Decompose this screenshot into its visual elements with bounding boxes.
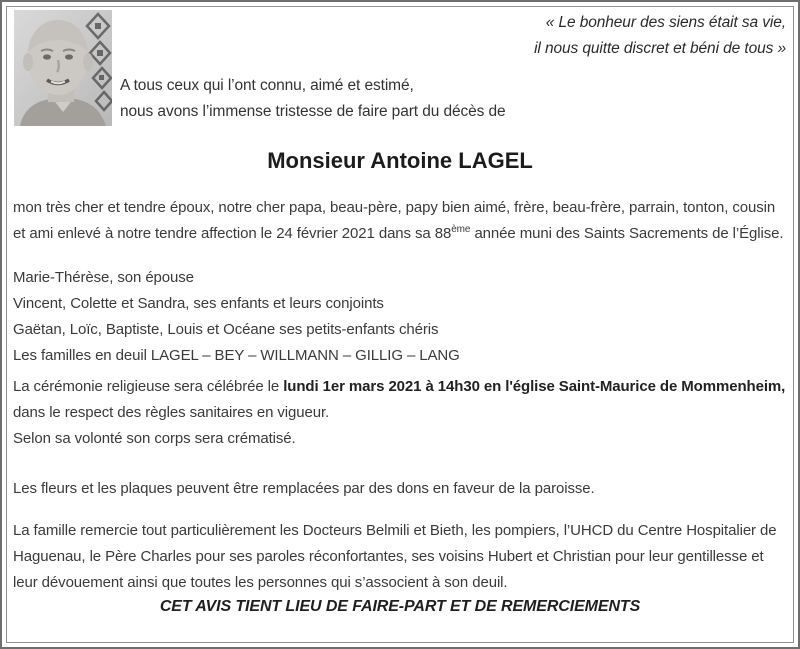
cremation-line: Selon sa volonté son corps sera crématisé.: [13, 430, 296, 447]
family-line-families: Les familles en deuil LAGEL – BEY – WILLMANN – GILLIG – LANG: [13, 347, 460, 364]
ordinal-superscript: ème: [451, 224, 471, 235]
memorial-quote-line1: « Le bonheur des siens était sa vie,: [545, 14, 786, 31]
ceremony-text-end: dans le respect des règles sanitaires en vigueur.: [13, 404, 330, 421]
notice-inner-frame: [6, 6, 794, 643]
donations-paragraph: Les fleurs et les plaques peuvent être remplacées par des dons en faveur de la paroisse.: [13, 480, 595, 497]
family-list: [13, 265, 787, 369]
footer-notice-line: CET AVIS TIENT LIEU DE FAIRE-PART ET DE REMERCIEMENTS: [159, 598, 641, 615]
memorial-quote-line2: il nous quitte discret et béni de tous »: [534, 40, 786, 57]
ceremony-paragraph: [13, 374, 787, 426]
thanks-paragraph: La famille remercie tout particulièrement les Docteurs Belmili et Bieth, les pompiers, l’UHCD du Centre Hospitalier de Haguenau, le Père Charles pour ses paroles réconfortantes, ses voisins Hubert et Christian pour leur gentillesse et leur dévouement ainsi que toutes les personnes qui s’associent à son deuil.: [13, 522, 777, 591]
intro-line1: A tous ceux qui l’ont connu, aimé et estimé,: [120, 77, 414, 94]
family-line-spouse: Marie-Thérèse, son épouse: [13, 269, 194, 286]
ceremony-block: [13, 374, 787, 452]
memorial-quote: [534, 10, 786, 62]
tribute-paragraph: [13, 195, 787, 247]
intro-line2: nous avons l’immense tristesse de faire part du décès de: [120, 103, 506, 120]
tribute-text-after: année muni des Saints Sacrements de l’Église.: [470, 225, 784, 242]
ceremony-text-start: La cérémonie religieuse sera célébrée le: [13, 378, 284, 395]
portrait-photo: [14, 10, 112, 126]
tribute-text: mon très cher et tendre époux, notre cher papa, beau-père, papy bien aimé, frère, beau-frère, parrain, tonton, cousin et ami enlevé à notre tendre affection le 24 février 2021 dans sa 88: [13, 199, 776, 242]
family-line-children: Vincent, Colette et Sandra, ses enfants et leurs conjoints: [13, 295, 384, 312]
intro-text: [120, 73, 506, 125]
family-line-grandchildren: Gaëtan, Loïc, Baptiste, Louis et Océane ses petits-enfants chéris: [13, 321, 439, 338]
deceased-name-title: Monsieur Antoine LAGEL: [267, 148, 533, 173]
ceremony-date-location: lundi 1er mars 2021 à 14h30 en l'église Saint-Maurice de Mommenheim,: [283, 378, 786, 395]
notice-header: [13, 7, 787, 133]
portrait-photo-graphic: [14, 10, 112, 126]
